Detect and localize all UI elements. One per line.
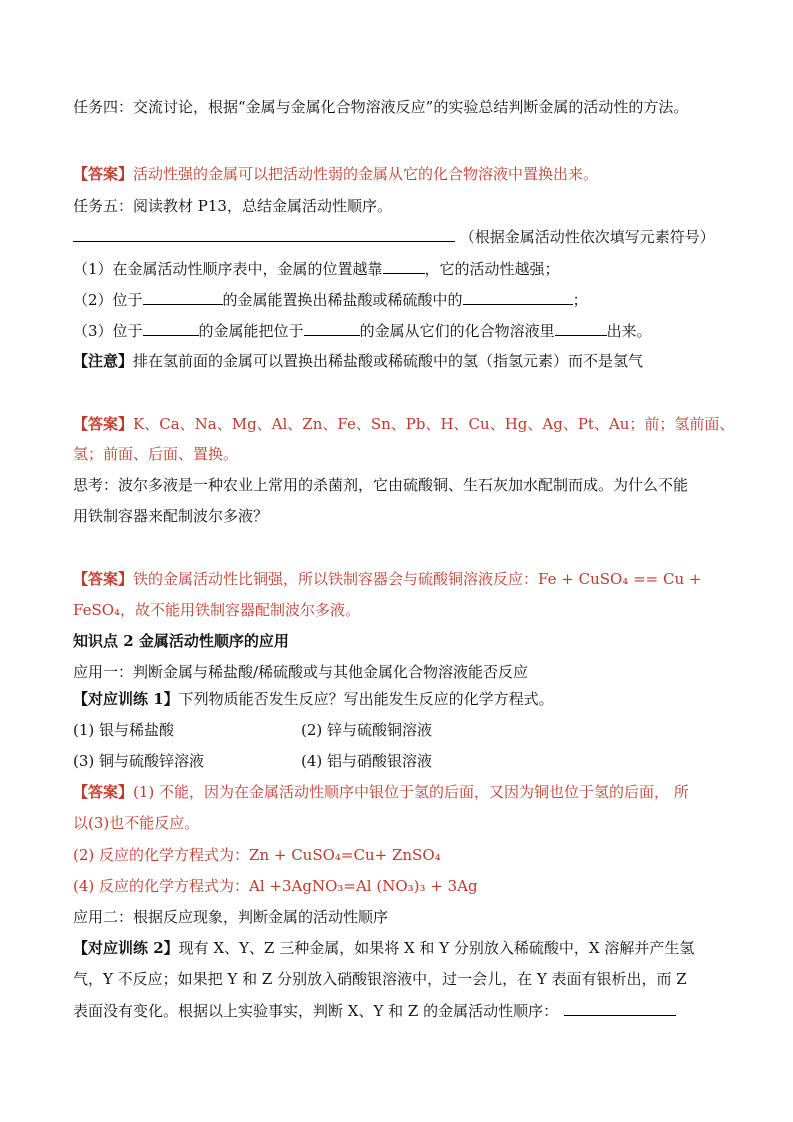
item-3: (3) 铜与硫酸锌溶液 (73, 752, 205, 770)
knowledge-point-2-heading (73, 631, 725, 651)
train1-tag: 【对应训练 1】 (73, 690, 179, 708)
answer4-text-3: (2) 反应的化学方程式为：Zn + CuSO₄=Cu+ ZnSO₄ (73, 846, 441, 864)
train2-line-2 (73, 969, 725, 989)
fill-hint: （根据金属活动性依次填写元素符号） (459, 228, 715, 246)
answer-blank-train2[interactable] (564, 1000, 676, 1016)
note-line (73, 351, 725, 371)
q3-text-a: （3）位于 (73, 322, 143, 340)
answer-tag: 【答案】 (73, 570, 134, 588)
app1-line (73, 662, 725, 682)
answer-tag: 【答案】 (73, 415, 134, 433)
task5-line (73, 196, 725, 216)
train2-line-1 (73, 938, 725, 958)
think-text-2: 用铁制容器来配制波尔多液？ (73, 507, 269, 525)
answer-blank-q3c[interactable] (555, 320, 607, 336)
answer4-line-3 (73, 845, 725, 865)
train2-line-3 (73, 1000, 725, 1021)
answer1-text: 活动性强的金属可以把活动性弱的金属从它的化合物溶液中置换出来。 (133, 165, 599, 183)
item-1: (1) 银与稀盐酸 (73, 721, 175, 739)
answer3-text-2: FeSO₄，故不能用铁制容器配制波尔多液。 (73, 601, 361, 619)
item-4: (4) 铝与硝酸银溶液 (301, 752, 433, 770)
answer-blank-sequence[interactable] (73, 226, 455, 242)
q3-text-b: 的金属能把位于 (198, 322, 304, 340)
answer4-text-2: 以(3)也不能反应。 (73, 814, 200, 832)
q1-text-b: ，它的活动性越强； (424, 260, 560, 278)
note-text: 排在氢前面的金属可以置换出稀盐酸或稀硫酸中的氢（指氢元素）而不是氢气 (133, 352, 644, 370)
answer4-line-4 (73, 876, 725, 896)
q1-line (73, 258, 725, 279)
q3-text-c: 的金属从它们的化合物溶液里 (359, 322, 555, 340)
items-row-1 (73, 720, 725, 740)
app2-line (73, 907, 725, 927)
answer-blank-q2b[interactable] (463, 289, 573, 305)
train2-tag: 【对应训练 2】 (73, 939, 179, 957)
answer2-line-1 (73, 414, 735, 434)
q3-line (73, 320, 725, 341)
answer4-line-2 (73, 813, 725, 833)
answer-blank-q3b[interactable] (304, 320, 360, 336)
answer3-text-1: 铁的金属活动性比铜强，所以铁制容器会与硫酸铜溶液反应：Fe + CuSO₄ == Cu + (133, 570, 702, 588)
answer2-text-1: K、Ca、Na、Mg、Al、Zn、Fe、Sn、Pb、H、Cu、Hg、Ag、Pt、Au；前；氢前面、 (133, 415, 735, 433)
kp2-title: 知识点 2 金属活动性顺序的应用 (73, 632, 289, 650)
answer3-line-1 (73, 569, 725, 589)
answer3-line-2 (73, 600, 725, 620)
answer-blank-q3a[interactable] (143, 320, 199, 336)
note-tag: 【注意】 (73, 352, 134, 370)
think-line-1 (73, 475, 725, 495)
fill-line (73, 226, 725, 247)
think-text-1: 思考：波尔多液是一种农业上常用的杀菌剂，它由硫酸铜、生石灰加水配制而成。为什么不能 (73, 476, 689, 494)
q2-line (73, 289, 725, 310)
task4-line (73, 97, 725, 117)
q1-text-a: （1）在金属活动性顺序表中，金属的位置越靠 (73, 260, 383, 278)
think-line-2 (73, 506, 725, 526)
answer-blank-q2a[interactable] (143, 289, 223, 305)
answer4-line-1 (73, 782, 725, 802)
q2-text-c: ； (572, 291, 588, 309)
q2-text-a: （2）位于 (73, 291, 143, 309)
answer1-line (73, 164, 725, 184)
q3-text-d: 出来。 (606, 322, 652, 340)
answer-tag: 【答案】 (73, 783, 134, 801)
items-row-2 (73, 751, 725, 771)
app1-text: 应用一：判断金属与稀盐酸/稀硫酸或与其他金属化合物溶液能否反应 (73, 663, 529, 681)
answer2-line-2 (73, 444, 725, 464)
train1-text: 下列物质能否发生反应？写出能发生反应的化学方程式。 (178, 690, 554, 708)
task4-text: 任务四：交流讨论，根据“金属与金属化合物溶液反应”的实验总结判断金属的活动性的方法。 (73, 98, 689, 116)
answer4-text-1: (1) 不能，因为在金属活动性顺序中银位于氢的后面，又因为铜也位于氢的后面， 所 (133, 783, 689, 801)
train2-text-2: 气，Y 不反应；如果把 Y 和 Z 分别放入硝酸银溶液中，过一会儿，在 Y 表面有银析出，而 Z (73, 970, 687, 988)
item-2: (2) 锌与硫酸铜溶液 (301, 721, 433, 739)
app2-text: 应用二：根据反应现象，判断金属的活动性顺序 (73, 908, 389, 926)
train2-text-3: 表面没有变化。根据以上实验事实，判断 X、Y 和 Z 的金属活动性顺序： (73, 1002, 559, 1020)
answer2-text-2: 氢；前面、后面、置换。 (73, 445, 239, 463)
task5-text: 任务五：阅读教材 P13，总结金属活动性顺序。 (73, 197, 392, 215)
answer-tag: 【答案】 (73, 165, 134, 183)
train2-text-1: 现有 X、Y、Z 三种金属，如果将 X 和 Y 分别放入稀硫酸中，X 溶解并产生氢 (178, 939, 695, 957)
q2-text-b: 的金属能置换出稀盐酸或稀硫酸中的 (222, 291, 463, 309)
answer-blank-q1[interactable] (383, 258, 425, 274)
answer4-text-4: (4) 反应的化学方程式为：Al +3AgNO₃=Al (NO₃)₃ + 3Ag (73, 877, 478, 895)
train1-line (73, 689, 725, 709)
